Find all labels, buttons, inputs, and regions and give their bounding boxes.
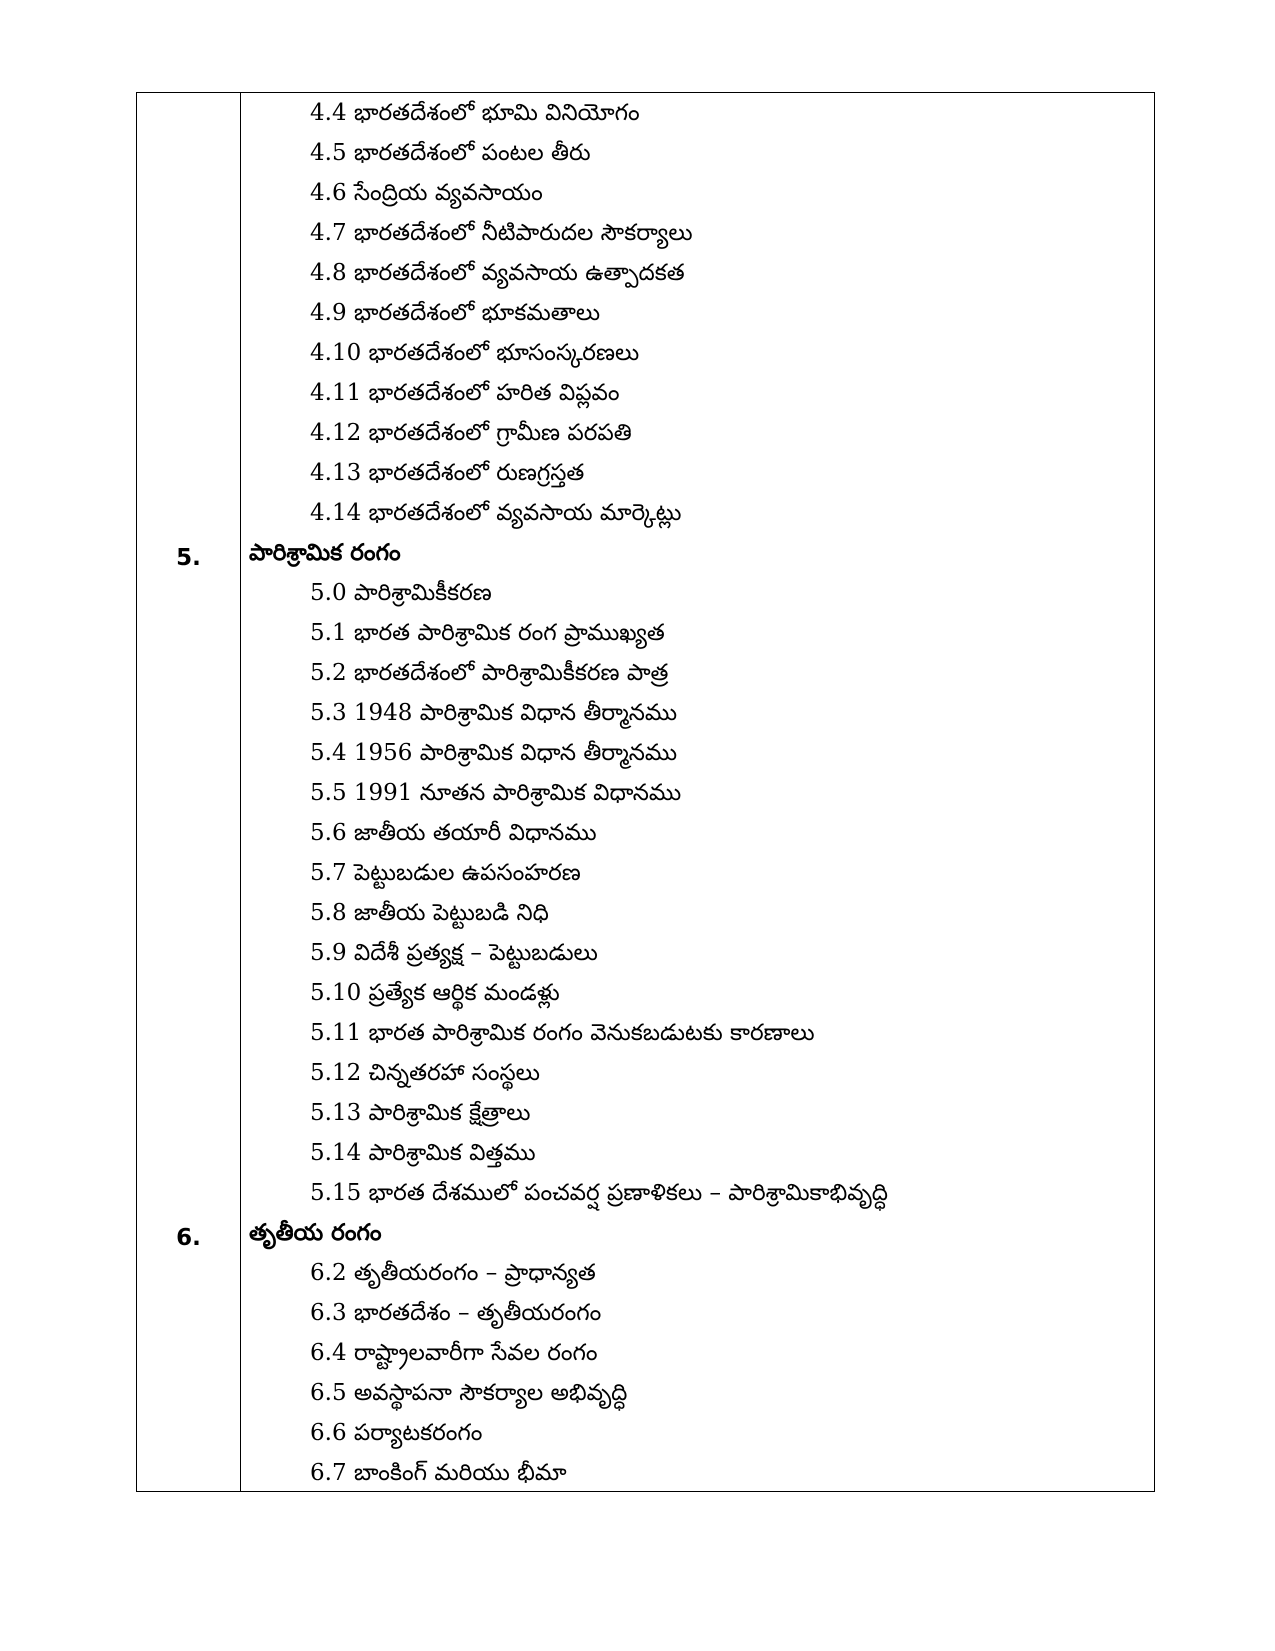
list-item: 5.1 భారత పారిశ్రామిక రంగ ప్రాముఖ్యత xyxy=(310,620,665,646)
list-item: 5.6 జాతీయ తయారీ విధానము xyxy=(310,820,597,846)
list-item: 5.14 పారిశ్రామిక విత్తము xyxy=(310,1140,536,1166)
table-row xyxy=(137,773,1154,813)
list-item: 4.6 సేంద్రియ వ్యవసాయం xyxy=(310,180,543,206)
table-row xyxy=(137,1413,1154,1453)
table-row xyxy=(137,1333,1154,1373)
table-row xyxy=(137,453,1154,493)
chapter-title: తృతీయ రంగం xyxy=(249,1220,382,1246)
table-row xyxy=(137,1093,1154,1133)
table-row xyxy=(137,693,1154,733)
table-row xyxy=(137,1293,1154,1333)
list-item: 4.12 భారతదేశంలో గ్రామీణ పరపతి xyxy=(310,420,632,446)
list-item: 4.7 భారతదేశంలో నీటిపారుదల సౌకర్యాలు xyxy=(310,220,693,246)
table-row xyxy=(137,853,1154,893)
table-row xyxy=(137,1373,1154,1413)
table-row xyxy=(137,133,1154,173)
list-item: 4.5 భారతదేశంలో పంటల తీరు xyxy=(310,140,591,166)
table-row xyxy=(137,973,1154,1013)
list-item: 5.3 1948 పారిశ్రామిక విధాన తీర్మానము xyxy=(310,700,678,726)
list-item: 4.9 భారతదేశంలో భూకమతాలు xyxy=(310,300,601,326)
table-row xyxy=(137,1053,1154,1093)
list-item: 4.8 భారతదేశంలో వ్యవసాయ ఉత్పాదకత xyxy=(310,260,685,286)
table-row xyxy=(137,613,1154,653)
table-row xyxy=(137,1453,1154,1493)
list-item: 5.5 1991 నూతన పారిశ్రామిక విధానము xyxy=(310,780,682,806)
table-row xyxy=(137,813,1154,853)
list-item: 5.13 పారిశ్రామిక క్షేత్రాలు xyxy=(310,1100,531,1126)
list-item: 6.4 రాష్ట్రాలవారీగా సేవల రంగం xyxy=(310,1340,598,1366)
list-item: 5.0 పారిశ్రామికీకరణ xyxy=(310,580,492,606)
list-item: 5.11 భారత పారిశ్రామిక రంగం వెనుకబడుటకు కారణాలు xyxy=(310,1020,815,1046)
table-row xyxy=(137,213,1154,253)
list-item: 5.10 ప్రత్యేక ఆర్థిక మండళ్లు xyxy=(310,980,560,1006)
list-item: 5.4 1956 పారిశ్రామిక విధాన తీర్మానము xyxy=(310,740,678,766)
list-item: 5.8 జాతీయ పెట్టుబడి నిధి xyxy=(310,900,549,926)
list-item: 5.7 పెట్టుబడుల ఉపసంహరణ xyxy=(310,860,581,886)
table-row xyxy=(137,653,1154,693)
chapter-heading-row xyxy=(137,533,1154,573)
chapter-number: 5. xyxy=(176,545,201,571)
table-rows xyxy=(137,93,1154,1493)
list-item: 6.3 భారతదేశం – తృతీయరంగం xyxy=(310,1300,602,1326)
list-item: 5.2 భారతదేశంలో పారిశ్రామికీకరణ పాత్ర xyxy=(310,660,669,686)
list-item: 6.5 అవస్థాపనా సౌకర్యాల అభివృద్ధి xyxy=(310,1380,628,1406)
syllabus-table xyxy=(136,92,1155,1492)
chapter-title: పారిశ్రామిక రంగం xyxy=(249,540,401,566)
table-row xyxy=(137,93,1154,133)
table-row xyxy=(137,733,1154,773)
table-row xyxy=(137,1013,1154,1053)
list-item: 6.6 పర్యాటకరంగం xyxy=(310,1420,483,1446)
list-item: 6.2 తృతీయరంగం – ప్రాధాన్యత xyxy=(310,1260,596,1286)
table-row xyxy=(137,1133,1154,1173)
list-item: 4.14 భారతదేశంలో వ్యవసాయ మార్కెట్లు xyxy=(310,500,682,526)
table-row xyxy=(137,573,1154,613)
table-row xyxy=(137,373,1154,413)
table-row xyxy=(137,933,1154,973)
list-item: 6.7 బాంకింగ్ మరియు భీమా xyxy=(310,1460,567,1486)
table-row xyxy=(137,893,1154,933)
list-item: 5.15 భారత దేశములో పంచవర్ష ప్రణాళికలు – పారిశ్రామికాభివృద్ధి xyxy=(310,1180,888,1206)
table-row xyxy=(137,293,1154,333)
list-item: 4.4 భారతదేశంలో భూమి వినియోగం xyxy=(310,100,640,126)
list-item: 4.11 భారతదేశంలో హరిత విప్లవం xyxy=(310,380,620,406)
list-item: 4.13 భారతదేశంలో రుణగ్రస్తత xyxy=(310,460,585,486)
list-item: 4.10 భారతదేశంలో భూసంస్కరణలు xyxy=(310,340,640,366)
list-item: 5.9 విదేశీ ప్రత్యక్ష – పెట్టుబడులు xyxy=(310,940,598,966)
chapter-number: 6. xyxy=(176,1225,201,1251)
table-row xyxy=(137,1173,1154,1213)
table-row xyxy=(137,1253,1154,1293)
list-item: 5.12 చిన్నతరహా సంస్థలు xyxy=(310,1060,540,1086)
table-row xyxy=(137,253,1154,293)
table-row xyxy=(137,493,1154,533)
table-row xyxy=(137,413,1154,453)
chapter-heading-row xyxy=(137,1213,1154,1253)
table-row xyxy=(137,173,1154,213)
table-row xyxy=(137,333,1154,373)
